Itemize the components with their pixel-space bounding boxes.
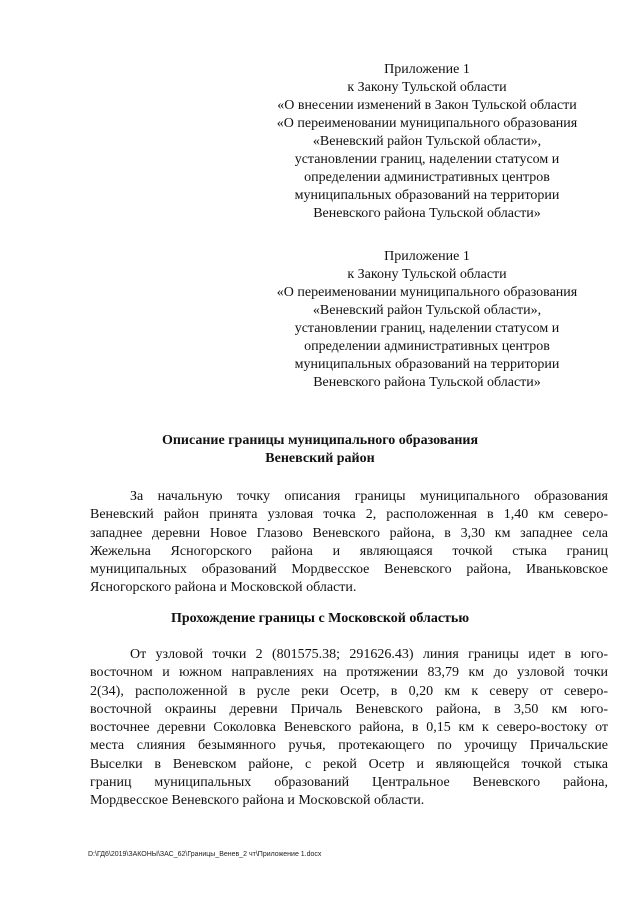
intro-paragraph [90,488,608,598]
appendix-line: «Веневский район Тульской области», [312,303,542,318]
paragraph-line: западнее деревни Новое Глазово Веневского района, в 3,30 км западнее села [90,525,608,541]
appendix-header-1 [262,61,592,223]
appendix-line: «О переименовании муниципального образования [276,116,578,131]
paragraph-line: Выселки в Веневском районе, с рекой Осетр и являющейся точкой стыка [90,756,608,772]
paragraph-line: За начальную точку описания границы муниципального образования [130,489,608,504]
paragraph-line: восточнее деревни Соколовка Веневского района, в 0,15 км к северо-востоку от [90,720,608,736]
paragraph-line: места слияния безымянного ручья, протекающего по урочищу Причальские [90,738,608,754]
appendix-line: «Веневский район Тульской области», [312,134,542,149]
paragraph-line: муниципальных образований Мордвесское Веневского района, Иваньковское [90,562,608,578]
appendix-line: Веневского района Тульской области» [313,375,541,390]
appendix-line: Приложение 1 [384,249,470,264]
appendix-line: установлении границ, наделении статусом и [294,321,560,336]
appendix-line: определении административных центров [304,339,550,354]
paragraph-line: 2(34), расположенной в русле реки Осетр, в 0,20 км к северу от северо- [90,683,608,699]
paragraph-line: восточном и южном направлениях на протяжении 83,79 км до узловой точки [90,665,608,681]
appendix-line: определении административных центров [304,170,550,185]
paragraph-line: От узловой точки 2 (801575.38; 291626.43) линия границы идет в юго- [130,647,608,662]
section-heading: Прохождение границы с Московской областью [170,611,470,626]
appendix-line: к Закону Тульской области [347,80,507,95]
appendix-line: Приложение 1 [384,62,470,77]
appendix-line: «О внесении изменений в Закон Тульской области [277,98,577,113]
paragraph-line: Ясногорского района и Московской области. [90,580,357,596]
appendix-line: Веневского района Тульской области» [313,206,541,221]
appendix-line: муниципальных образований на территории [294,188,560,203]
paragraph-line: Мордвесское Веневского района и Московской области. [90,793,425,809]
document-title-line-1: Описание границы муниципального образования [161,433,479,448]
appendix-line: муниципальных образований на территории [294,357,560,372]
file-path-footer: D:\ГД6\2019\ЗАКОНЫ\ЗАС_62\Границы_Венев_2 чт\Приложение 1.docx [88,851,322,858]
paragraph-line: Веневский район принята узловая точка 2, расположенная в 1,40 км северо- [90,507,608,523]
paragraph-line: восточной окраины деревни Причаль Веневского района, в 3,50 км юго- [90,701,608,717]
appendix-header-2 [262,248,592,392]
paragraph-line: границ муниципальных образований Центральное Веневского района, [90,775,608,791]
boundary-paragraph [90,646,608,811]
paragraph-line: Жежельна Ясногорского района и являющаяся точкой стыка границ [90,543,608,559]
appendix-line: к Закону Тульской области [347,267,507,282]
appendix-line: «О переименовании муниципального образования [276,285,578,300]
document-title-line-2: Веневский район [265,451,375,466]
document-title [90,432,550,468]
appendix-line: установлении границ, наделении статусом и [294,152,560,167]
